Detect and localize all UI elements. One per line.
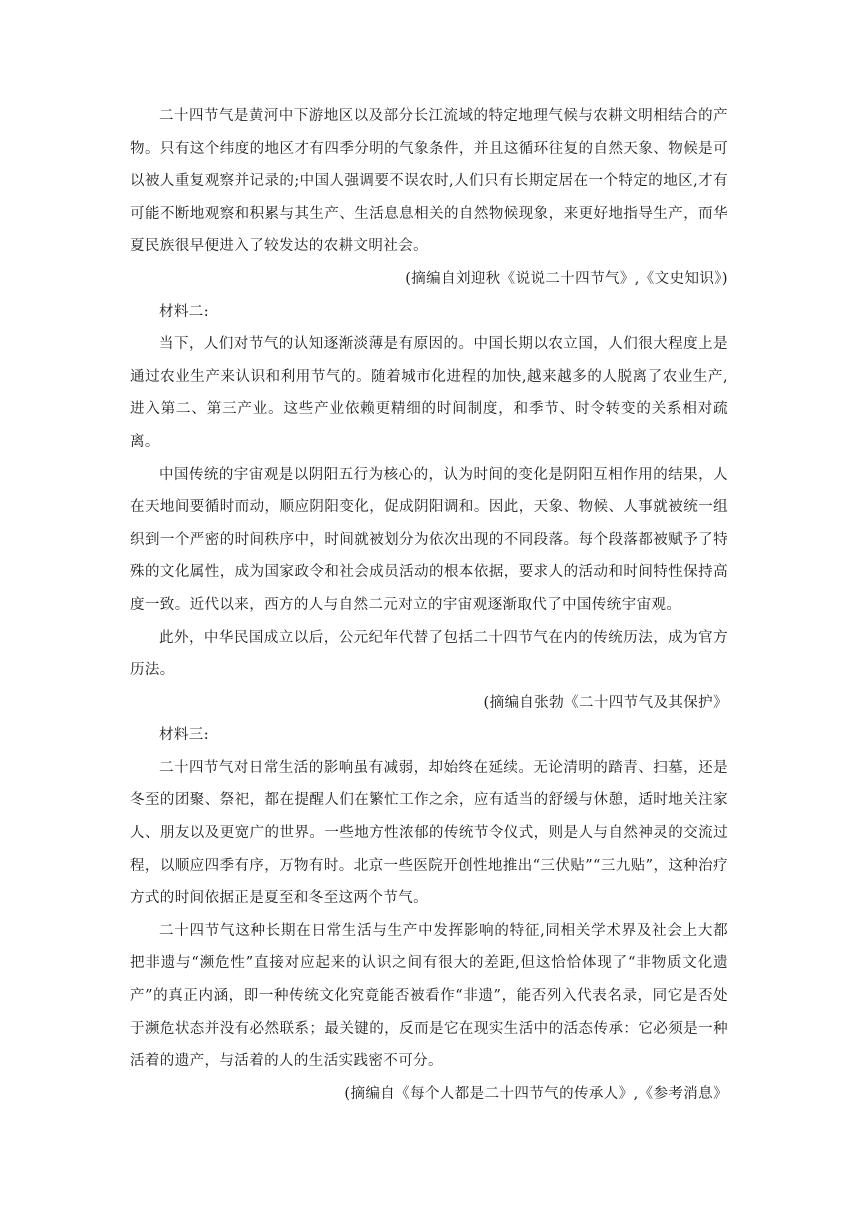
material3-paragraph-1: 二十四节气对日常生活的影响虽有减弱，却始终在延续。无论清明的踏青、扫墓，还是冬至的团聚、祭祀，都在提醒人们在繁忙工作之余，应有适当的舒缓与休憩，适时地关注家人、朋友以及更宽广的世界。一些地方性浓郁的传统节令仪式，则是人与自然神灵的交流过程，以顺应四季有序，万物有时。北京一些医院开创性地推出“三伏贴”“三九贴”，这种治疗方式的时间依据正是夏至和冬至这两个节气。 [130,759,728,907]
material2-label: 材料二: [159,303,209,320]
material3-label: 材料三: [159,727,209,744]
material2-source: (摘编自张勃《二十四节气及其保护》 [483,694,728,711]
material1-paragraph: 二十四节气是黄河中下游地区以及部分长江流域的特定地理气候与农耕文明相结合的产物。只有这个纬度的地区才有四季分明的气象条件，并且这循环往复的自然天象、物候是可以被人重复观察并记录的;中国人强调要不误农时,人们只有长期定居在一个特定的地区,才有可能不断地观察和积累与其生产、生活息息相关的自然物候现象，来更好地指导生产，而华夏民族很早便进入了较发达的农耕文明社会。 [130,108,728,255]
material2-paragraph-3: 此外，中华民国成立以后，公元纪年代替了包括二十四节气在内的传统历法，成为官方历法。 [130,629,728,679]
material1-source: (摘编自刘迎秋《说说二十四节气》,《文史知识》) [405,270,728,287]
material3-paragraph-2: 二十四节气这种长期在日常生活与生产中发挥影响的特征,同相关学术界及社会上大都把非遗与“濒危性”直接对应起来的认识之间有很大的差距,但这恰恰体现了“非物质文化遗产”的真正内涵，即一种传统文化究竟能否被看作“非遗”，能否列入代表名录，同它是否处于濒危状态并没有必然联系；最关键的，反而是它在现实生活中的活态传承：它必须是一种活着的遗产，与活着的人的生活实践密不可分。 [130,922,728,1070]
material3-source: (摘编自《每个人都是二十四节气的传承人》,《参考消息》 [344,1085,728,1102]
document-page [130,100,728,1110]
material2-paragraph-1: 当下，人们对节气的认知逐渐淡薄是有原因的。中国长期以农立国，人们很大程度上是通过农业生产来认识和利用节气的。随着城市化进程的加快,越来越多的人脱离了农业生产,进入第二、第三产业。这些产业依赖更精细的时间制度，和季节、时令转变的关系相对疏离。 [130,336,728,450]
material2-paragraph-2: 中国传统的宇宙观是以阴阳五行为核心的，认为时间的变化是阴阳互相作用的结果，人在天地间要循时而动，顺应阴阳变化，促成阴阳调和。因此，天象、物候、人事就被统一组织到一个严密的时间秩序中，时间就被划分为依次出现的不同段落。每个段落都被赋予了特殊的文化属性，成为国家政令和社会成员活动的根本依据，要求人的活动和时间特性保持高度一致。近代以来，西方的人与自然二元对立的宇宙观逐渐取代了中国传统宇宙观。 [130,466,728,613]
